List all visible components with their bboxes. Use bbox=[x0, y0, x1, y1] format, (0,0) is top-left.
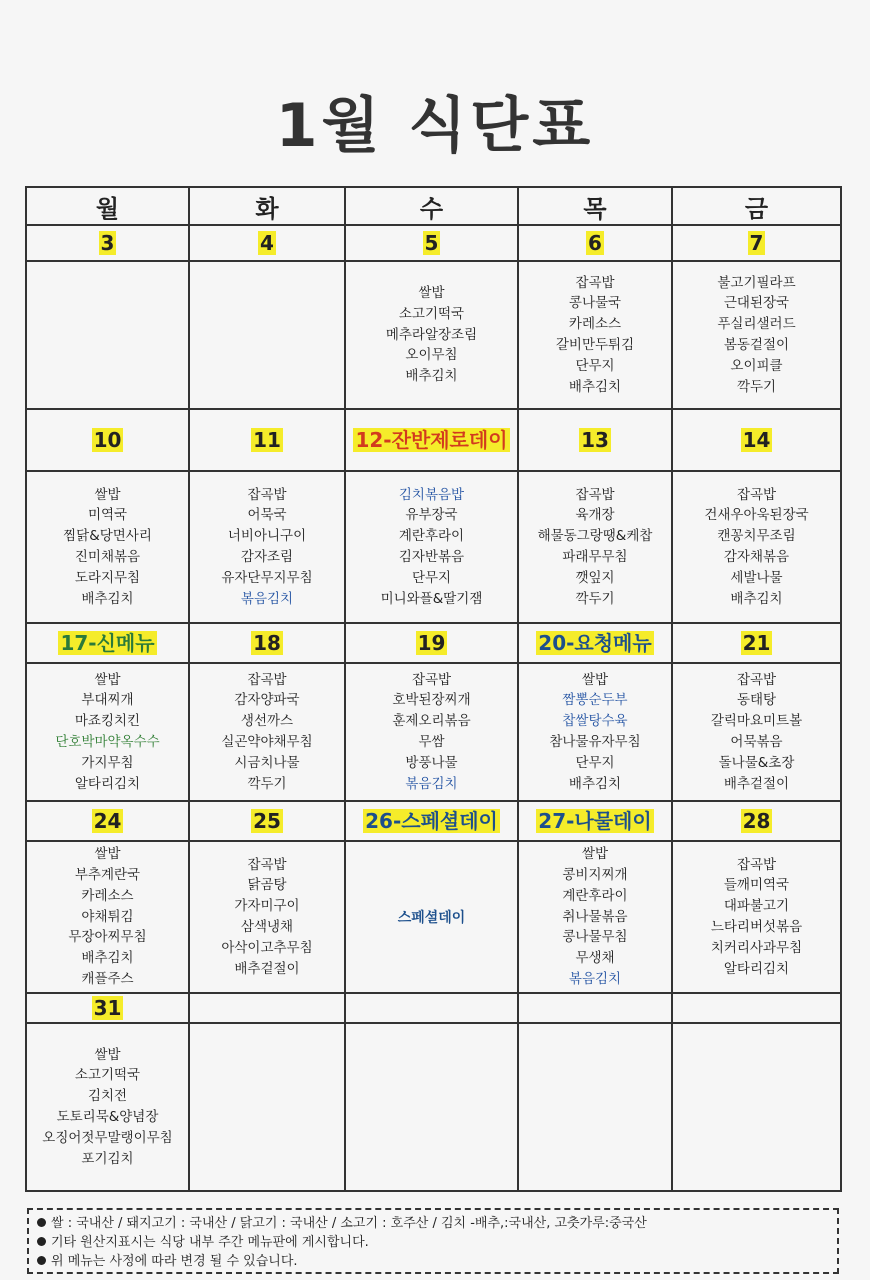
menu-item: 쌀밥 bbox=[581, 846, 609, 863]
date-cell bbox=[672, 225, 841, 261]
menu-item: 단호박마약옥수수 bbox=[55, 734, 160, 750]
date-label: 21 bbox=[742, 631, 771, 655]
menu-cell bbox=[518, 663, 672, 801]
menu-item: 가지무침 bbox=[81, 754, 134, 771]
menu-item: 갈릭마요미트볼 bbox=[710, 713, 803, 730]
menu-cell bbox=[345, 471, 518, 623]
menu-item: 근대된장국 bbox=[723, 295, 790, 312]
date-label: 25 bbox=[253, 809, 281, 833]
date-cell bbox=[345, 225, 518, 261]
menu-item: 김치전 bbox=[87, 1088, 128, 1105]
menu-item: 방풍나물 bbox=[405, 754, 458, 771]
menu-cell bbox=[26, 663, 189, 801]
menu-item: 실곤약야채무침 bbox=[221, 734, 313, 750]
menu-item: 단무지 bbox=[575, 754, 615, 771]
menu-item: 포기김치 bbox=[81, 1150, 134, 1167]
menu-item: 세발나물 bbox=[730, 569, 783, 586]
menu-item: 잡곡밥 bbox=[575, 274, 615, 291]
menu-row bbox=[26, 261, 841, 409]
menu-item: 생선까스 bbox=[240, 713, 294, 730]
weekday-header: 월 bbox=[26, 187, 189, 225]
weekday-header-row bbox=[26, 187, 841, 225]
menu-item: 미니와플&딸기잼 bbox=[380, 590, 483, 607]
menu-item: 배추김치 bbox=[568, 775, 622, 792]
menu-item: 돌나물&초장 bbox=[718, 754, 795, 771]
menu-item: 시금치나물 bbox=[234, 754, 300, 771]
menu-item: 푸실리샐러드 bbox=[717, 316, 796, 333]
menu-item: 유부장국 bbox=[405, 507, 458, 524]
menu-item: 삼색냉채 bbox=[240, 919, 294, 935]
date-cell bbox=[26, 225, 189, 261]
page-title: 1월 식단표 bbox=[275, 91, 595, 161]
menu-item: 쌀밥 bbox=[581, 671, 609, 688]
date-label: 11 bbox=[253, 428, 281, 452]
menu-item: 아삭이고추무침 bbox=[221, 939, 313, 956]
menu-item: 감자채볶음 bbox=[723, 549, 790, 565]
menu-item: 배추김치 bbox=[81, 950, 134, 967]
date-label: 20-요청메뉴 bbox=[538, 631, 652, 655]
menu-item: 콩나물국 bbox=[568, 295, 622, 312]
menu-cell bbox=[189, 471, 345, 623]
date-label: 3 bbox=[100, 231, 115, 255]
menu-item: 콩비지찌개 bbox=[562, 867, 628, 883]
menu-cell bbox=[672, 841, 841, 993]
menu-item: 불고기필라프 bbox=[717, 274, 796, 291]
menu-item: 콩나물무침 bbox=[562, 929, 628, 946]
menu-cell bbox=[518, 1023, 672, 1191]
menu-item: 치커리사과무침 bbox=[710, 939, 803, 956]
note-line: 쌀 : 국내산 / 돼지고기 : 국내산 / 닭고기 : 국내산 / 소고기 : 호주산 / 김치 -배추,:국내산, 고춧가루:중국산 bbox=[37, 1214, 829, 1233]
menu-item: 미역국 bbox=[87, 507, 128, 524]
menu-item: 취나물볶음 bbox=[562, 908, 628, 925]
menu-cell bbox=[672, 471, 841, 623]
menu-item: 볶음김치 bbox=[568, 970, 622, 987]
menu-item: 깍두기 bbox=[575, 590, 615, 607]
date-cell bbox=[189, 801, 345, 841]
menu-item: 어묵볶음 bbox=[730, 734, 783, 750]
menu-item: 단무지 bbox=[411, 569, 452, 586]
weekday-header: 목 bbox=[518, 187, 672, 225]
date-cell bbox=[518, 623, 672, 663]
menu-item: 잡곡밥 bbox=[736, 486, 777, 503]
notes-box bbox=[27, 1208, 839, 1274]
menu-row bbox=[26, 841, 841, 993]
menu-cell bbox=[672, 663, 841, 801]
date-cell bbox=[345, 801, 518, 841]
date-row bbox=[26, 623, 841, 663]
menu-item: 잡곡밥 bbox=[247, 671, 287, 688]
menu-item: 해물동그랑땡&케찹 bbox=[537, 528, 653, 545]
menu-cell bbox=[189, 841, 345, 993]
menu-item: 감자양파국 bbox=[234, 692, 300, 709]
date-label: 18 bbox=[253, 631, 281, 655]
date-cell bbox=[518, 225, 672, 261]
menu-cell bbox=[518, 261, 672, 409]
bullet-icon bbox=[37, 1237, 46, 1246]
date-row bbox=[26, 409, 841, 471]
menu-item: 대파불고기 bbox=[723, 898, 790, 915]
menu-cell bbox=[26, 841, 189, 993]
note-line: 위 메뉴는 사정에 따라 변경 될 수 있습니다. bbox=[37, 1252, 829, 1271]
menu-item: 쌀밥 bbox=[94, 1046, 121, 1063]
menu-cell bbox=[672, 1023, 841, 1191]
menu-item: 봄동겉절이 bbox=[723, 337, 790, 353]
menu-item: 캔꽁치무조림 bbox=[717, 528, 796, 545]
menu-item: 동태탕 bbox=[736, 692, 777, 709]
menu-item: 쌀밥 bbox=[94, 671, 121, 688]
date-label: 31 bbox=[93, 996, 122, 1020]
menu-item: 소고기떡국 bbox=[398, 305, 465, 322]
date-cell bbox=[518, 801, 672, 841]
menu-item: 알타리김치 bbox=[74, 775, 141, 792]
menu-cell bbox=[189, 663, 345, 801]
date-cell bbox=[518, 409, 672, 471]
date-label: 10 bbox=[93, 428, 122, 452]
menu-item: 찜닭&당면사리 bbox=[63, 528, 152, 545]
menu-item: 육개장 bbox=[575, 507, 615, 524]
meal-calendar bbox=[25, 186, 842, 1192]
date-label: 6 bbox=[588, 231, 602, 255]
date-row bbox=[26, 801, 841, 841]
menu-row bbox=[26, 471, 841, 623]
menu-item: 볶음김치 bbox=[240, 590, 294, 607]
date-label: 13 bbox=[581, 428, 609, 452]
bullet-icon bbox=[37, 1256, 46, 1265]
date-label: 17-신메뉴 bbox=[60, 631, 155, 655]
menu-cell bbox=[345, 663, 518, 801]
date-cell bbox=[672, 993, 841, 1023]
menu-cell bbox=[26, 261, 189, 409]
menu-item: 배추겉절이 bbox=[234, 960, 300, 977]
menu-item: 계란후라이 bbox=[562, 887, 628, 904]
menu-item: 참나물유자무침 bbox=[549, 734, 641, 750]
menu-cell bbox=[345, 1023, 518, 1191]
menu-item: 깍두기 bbox=[736, 378, 777, 395]
menu-item: 소고기떡국 bbox=[74, 1067, 141, 1084]
menu-item: 진미채볶음 bbox=[74, 549, 141, 565]
menu-cell bbox=[518, 841, 672, 993]
menu-item: 도토리묵&양념장 bbox=[56, 1109, 159, 1125]
menu-item: 잡곡밥 bbox=[575, 486, 615, 503]
menu-item: 볶음김치 bbox=[405, 775, 458, 792]
menu-item: 메추라알장조림 bbox=[385, 326, 478, 343]
menu-item: 마죠킹치킨 bbox=[74, 713, 141, 730]
date-cell bbox=[672, 623, 841, 663]
menu-item: 카레소스 bbox=[568, 316, 622, 333]
menu-item: 김치볶음밥 bbox=[398, 486, 465, 503]
menu-item: 무생채 bbox=[575, 950, 615, 967]
bullet-icon bbox=[37, 1218, 46, 1227]
menu-item: 감자조림 bbox=[240, 549, 294, 565]
menu-cell bbox=[26, 471, 189, 623]
menu-item: 가자미구이 bbox=[234, 898, 300, 915]
menu-cell bbox=[189, 1023, 345, 1191]
date-cell bbox=[518, 993, 672, 1023]
date-cell bbox=[672, 409, 841, 471]
date-cell bbox=[26, 801, 189, 841]
date-label: 24 bbox=[93, 809, 122, 833]
date-cell bbox=[26, 623, 189, 663]
date-label: 27-나물데이 bbox=[538, 809, 652, 833]
date-label: 26-스페셜데이 bbox=[365, 809, 498, 833]
menu-item: 잡곡밥 bbox=[411, 671, 452, 688]
date-cell bbox=[345, 993, 518, 1023]
menu-item: 느타리버섯볶음 bbox=[710, 919, 803, 935]
menu-item: 카레소스 bbox=[81, 887, 134, 904]
date-cell bbox=[189, 623, 345, 663]
menu-row bbox=[26, 663, 841, 801]
menu-item: 배추김치 bbox=[730, 590, 783, 607]
menu-item: 닭곰탕 bbox=[247, 877, 287, 894]
menu-item: 무장아찌무침 bbox=[68, 929, 147, 946]
menu-item: 훈제오리볶음 bbox=[392, 713, 471, 730]
menu-item: 짬뽕순두부 bbox=[562, 692, 628, 709]
menu-item: 쌀밥 bbox=[94, 486, 121, 503]
note-line: 기타 원산지표시는 식당 내부 주간 메뉴판에 게시합니다. bbox=[37, 1233, 829, 1252]
menu-item: 건새우아욱된장국 bbox=[704, 507, 809, 524]
date-cell bbox=[189, 993, 345, 1023]
menu-item: 오이피클 bbox=[730, 357, 783, 374]
date-label: 4 bbox=[260, 231, 274, 255]
date-cell bbox=[26, 993, 189, 1023]
menu-item: 부대찌개 bbox=[81, 692, 134, 709]
date-cell bbox=[345, 409, 518, 471]
date-label: 19 bbox=[417, 631, 446, 655]
menu-cell bbox=[345, 261, 518, 409]
menu-item: 알타리김치 bbox=[723, 960, 790, 977]
menu-item: 찹쌀탕수육 bbox=[562, 713, 628, 730]
menu-cell bbox=[26, 1023, 189, 1191]
menu-item: 도라지무침 bbox=[74, 569, 141, 586]
menu-item: 야채튀김 bbox=[81, 908, 134, 925]
weekday-header: 금 bbox=[672, 187, 841, 225]
menu-row bbox=[26, 1023, 841, 1191]
menu-item: 배추겉절이 bbox=[723, 775, 790, 792]
weekday-header: 수 bbox=[345, 187, 518, 225]
weekday-header: 화 bbox=[189, 187, 345, 225]
menu-item: 갈비만두튀김 bbox=[555, 337, 635, 353]
menu-item: 부추계란국 bbox=[74, 867, 141, 883]
menu-item: 너비아니구이 bbox=[227, 528, 307, 545]
date-row bbox=[26, 993, 841, 1023]
date-cell bbox=[189, 409, 345, 471]
menu-item: 오이무침 bbox=[405, 347, 458, 364]
menu-cell bbox=[518, 471, 672, 623]
date-label: 28 bbox=[742, 809, 771, 833]
menu-item: 배추김치 bbox=[568, 378, 622, 395]
menu-item: 깻잎지 bbox=[575, 569, 615, 586]
date-row bbox=[26, 225, 841, 261]
menu-item: 김자반볶음 bbox=[398, 549, 465, 565]
menu-item: 잡곡밥 bbox=[736, 671, 777, 688]
menu-item: 배추김치 bbox=[405, 368, 458, 385]
date-label: 12-잔반제로데이 bbox=[355, 428, 508, 452]
menu-item: 파래무무침 bbox=[562, 549, 628, 565]
menu-cell bbox=[672, 261, 841, 409]
date-cell bbox=[345, 623, 518, 663]
menu-cell bbox=[345, 841, 518, 993]
menu-item: 단무지 bbox=[575, 357, 615, 374]
menu-item: 잡곡밥 bbox=[736, 856, 777, 873]
menu-item: 쌀밥 bbox=[418, 285, 445, 301]
menu-item: 잡곡밥 bbox=[247, 486, 287, 503]
menu-item: 오징어젓무말랭이무침 bbox=[42, 1129, 173, 1146]
date-cell bbox=[26, 409, 189, 471]
menu-item: 배추김치 bbox=[81, 590, 134, 607]
menu-item: 어묵국 bbox=[247, 507, 287, 524]
menu-item: 호박된장찌개 bbox=[392, 692, 471, 709]
menu-item: 캐플주스 bbox=[81, 970, 134, 987]
date-label: 7 bbox=[749, 231, 764, 255]
menu-item: 스페셜데이 bbox=[397, 910, 466, 926]
menu-item: 쌀밥 bbox=[94, 846, 121, 863]
menu-item: 계란후라이 bbox=[398, 528, 465, 545]
date-label: 14 bbox=[742, 428, 771, 452]
date-label: 5 bbox=[424, 231, 439, 255]
menu-cell bbox=[189, 261, 345, 409]
menu-item: 잡곡밥 bbox=[247, 856, 287, 873]
menu-item: 깍두기 bbox=[247, 775, 287, 792]
menu-item: 무쌈 bbox=[418, 734, 445, 750]
date-cell bbox=[672, 801, 841, 841]
menu-item: 들깨미역국 bbox=[723, 877, 790, 894]
date-cell bbox=[189, 225, 345, 261]
menu-item: 유자단무지무침 bbox=[221, 569, 313, 586]
